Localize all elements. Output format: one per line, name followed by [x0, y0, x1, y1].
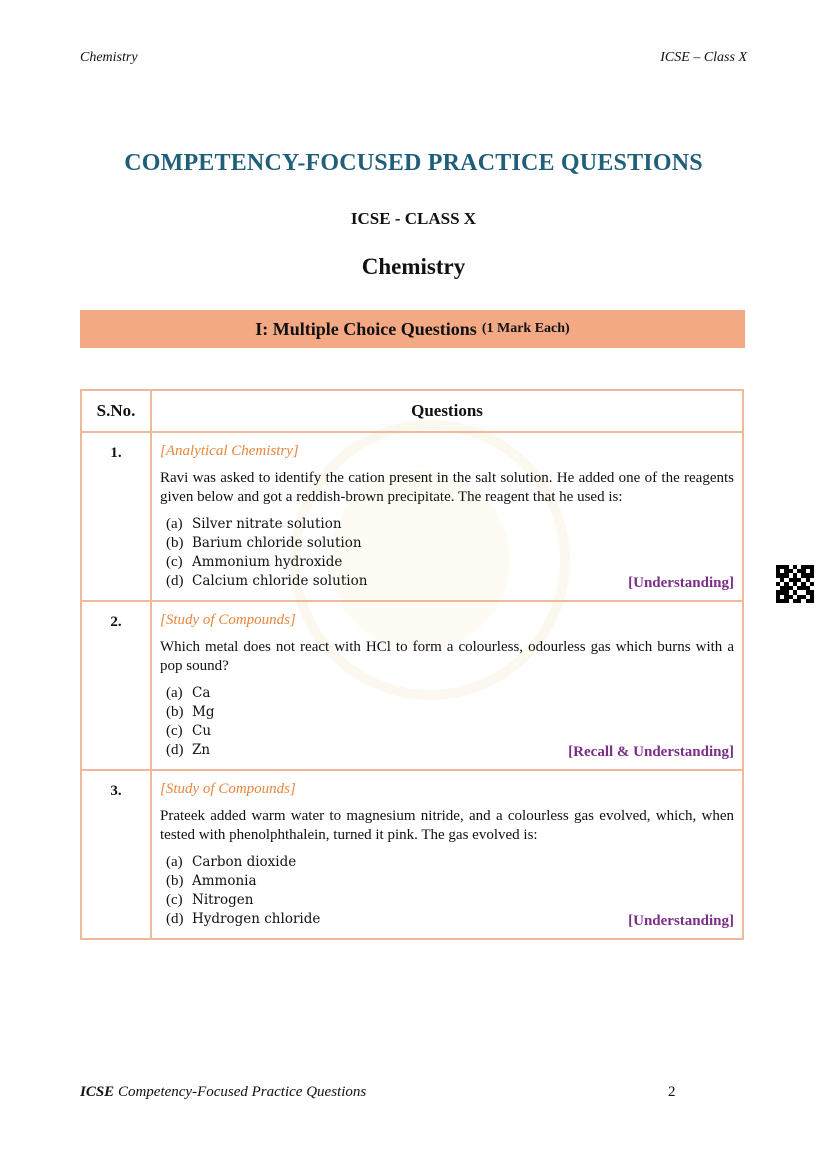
- question-number: 1.: [81, 432, 151, 601]
- question-text: Prateek added warm water to magnesium nitride, and a colourless gas evolved, which, when tested with phenolphthalein, turned it pink. The gas evolved is:: [160, 808, 734, 843]
- header-questions: Questions: [151, 390, 743, 432]
- option-b: [160, 534, 734, 553]
- option-c: [160, 891, 734, 910]
- section-title: I: Multiple Choice Questions: [255, 318, 477, 339]
- footer-brand: ICSE: [80, 1084, 115, 1100]
- question-cell: [151, 601, 743, 770]
- option-text: Ammonia: [192, 873, 257, 889]
- option-label: (b): [166, 704, 184, 720]
- question-topic: [Study of Compounds]: [160, 781, 296, 797]
- option-a: [160, 853, 734, 872]
- option-text: Zn: [192, 742, 211, 758]
- option-label: (a): [166, 685, 183, 701]
- option-text: Mg: [192, 704, 215, 720]
- qr-code-icon[interactable]: [776, 565, 814, 603]
- option-text: Ca: [192, 685, 211, 701]
- option-text: Silver nitrate solution: [192, 516, 342, 532]
- option-c: [160, 553, 734, 572]
- option-label: (b): [166, 535, 184, 551]
- option-text: Hydrogen chloride: [192, 911, 321, 927]
- option-label: (b): [166, 873, 184, 889]
- option-text: Barium chloride solution: [192, 535, 362, 551]
- option-label: (d): [166, 742, 184, 758]
- option-text: Ammonium hydroxide: [192, 554, 343, 570]
- option-label: (c): [166, 892, 183, 908]
- running-header-subject: Chemistry: [80, 50, 138, 65]
- question-text: Ravi was asked to identify the cation present in the salt solution. He added one of the reagents given below and got a reddish-brown precipitate. The reagent that he used is:: [160, 470, 734, 505]
- question-number: 3.: [81, 770, 151, 939]
- option-a: [160, 515, 734, 534]
- option-label: (d): [166, 573, 184, 589]
- header-sno: S.No.: [81, 390, 151, 432]
- option-a: [160, 684, 734, 703]
- option-label: (c): [166, 554, 183, 570]
- table-header-row: [81, 390, 743, 432]
- page-number: 2: [668, 1084, 676, 1100]
- questions-table: [80, 389, 744, 940]
- option-b: [160, 872, 734, 891]
- competency-level: [Recall & Understanding]: [568, 744, 734, 760]
- question-cell: [151, 432, 743, 601]
- question-text: Which metal does not react with HCl to form a colourless, odourless gas which burns with a pop sound?: [160, 639, 734, 674]
- question-cell: [151, 770, 743, 939]
- option-label: (c): [166, 723, 183, 739]
- competency-level: [Understanding]: [628, 913, 734, 929]
- section-mark-note: (1 Mark Each): [481, 321, 570, 336]
- page-subtitle: ICSE - CLASS X: [350, 209, 477, 228]
- option-text: Nitrogen: [192, 892, 254, 908]
- option-b: [160, 703, 734, 722]
- competency-level: [Understanding]: [628, 575, 734, 591]
- option-label: (d): [166, 911, 184, 927]
- option-label: (a): [166, 854, 183, 870]
- question-topic: [Study of Compounds]: [160, 612, 296, 628]
- question-topic: [Analytical Chemistry]: [160, 443, 299, 459]
- page-title: COMPETENCY-FOCUSED PRACTICE QUESTIONS: [124, 150, 703, 176]
- running-header-class: ICSE – Class X: [660, 50, 747, 65]
- option-label: (a): [166, 516, 183, 532]
- option-text: Cu: [192, 723, 212, 739]
- section-heading: [80, 310, 745, 348]
- table-row: [81, 432, 743, 601]
- option-c: [160, 722, 734, 741]
- footer-title: [80, 1084, 366, 1101]
- question-number: 2.: [81, 601, 151, 770]
- subject-heading: Chemistry: [361, 254, 466, 279]
- option-text: Calcium chloride solution: [192, 573, 368, 589]
- option-text: Carbon dioxide: [192, 854, 297, 870]
- footer-text: Competency-Focused Practice Questions: [114, 1084, 367, 1100]
- table-row: [81, 770, 743, 939]
- table-row: [81, 601, 743, 770]
